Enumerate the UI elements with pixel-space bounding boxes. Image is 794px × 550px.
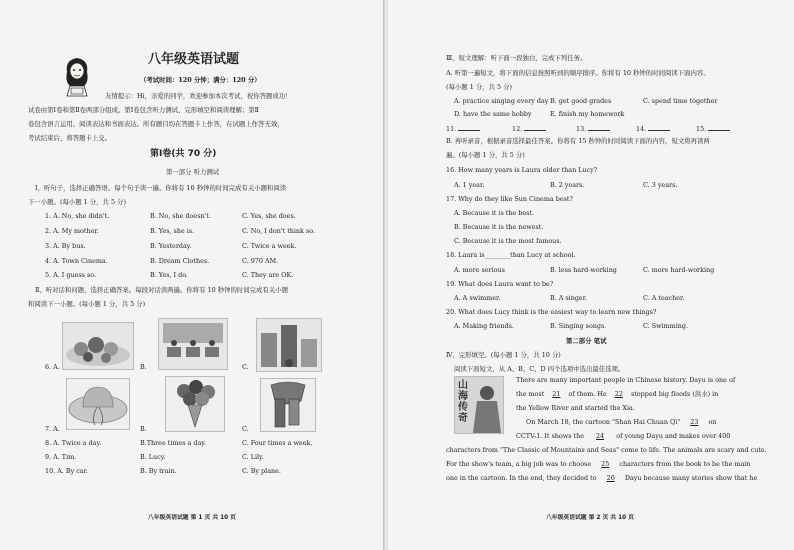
q4-a: 4. A. Town Cinema. bbox=[45, 257, 108, 265]
q2-b: B. Yes, she is. bbox=[150, 227, 195, 235]
q20-b: B. Singing songs. bbox=[550, 322, 607, 330]
exam-title: 八年级英语试题 bbox=[148, 52, 240, 67]
blank-25: 25 bbox=[601, 460, 610, 468]
option-e: E. finish my homework bbox=[550, 110, 625, 118]
q18-stem: 18. Laura is________than Lucy at school. bbox=[446, 251, 576, 259]
classroom-icon bbox=[159, 319, 227, 369]
q1-a: 1. A. No, she didn't. bbox=[45, 212, 110, 220]
q16-c: C. 3 years. bbox=[643, 181, 678, 189]
page-2 bbox=[388, 0, 794, 550]
passage-line-3 bbox=[516, 404, 635, 412]
scarf-icon bbox=[261, 379, 315, 431]
q19-c: C. A teacher. bbox=[643, 294, 685, 302]
blank-14-line bbox=[648, 124, 670, 131]
taskB-line-2: 遍。(每小题 1 分，共 5 分) bbox=[446, 151, 525, 159]
blank-13-line bbox=[588, 124, 610, 131]
q10-c: C. By plane. bbox=[242, 467, 281, 475]
toys-icon bbox=[63, 323, 133, 369]
q6-b: B. bbox=[140, 363, 147, 371]
q18-c: C. more hard-working bbox=[643, 266, 715, 274]
intro-line-3: 考试结束后，将答题卡上交。 bbox=[28, 134, 112, 142]
buildings-icon bbox=[257, 319, 321, 371]
part1-subtitle: 第一部分 听力测试 bbox=[166, 168, 220, 176]
q2-c: C. No, I don't think so. bbox=[242, 227, 315, 235]
blank-11-label: 11. bbox=[446, 125, 457, 133]
passage-text: There are many important people in Chinese history. Dayu is one of bbox=[516, 376, 736, 384]
q7-a: 7. A. bbox=[45, 425, 60, 433]
blank-26: 26 bbox=[606, 474, 615, 482]
q8-a: 8. A. Twice a day. bbox=[45, 439, 102, 447]
toys-picture bbox=[62, 322, 134, 370]
blank-24: 24 bbox=[596, 432, 605, 440]
q3-b: B. Yesterday. bbox=[150, 242, 192, 250]
passage-text: stopped big floods (洪水) in bbox=[630, 390, 719, 398]
q17-b: B. Because it is the newest. bbox=[454, 223, 544, 231]
q16-stem: 16. How many years is Laura older than Lucy? bbox=[446, 166, 598, 174]
q6-a: 6. A. bbox=[45, 363, 60, 371]
q19-b: B. A singer. bbox=[550, 294, 588, 302]
friendly-tip: 友情提示：Hi，亲爱的同学，欢迎参加本次考试，祝你答题成功！ bbox=[105, 92, 292, 100]
passage-line-4 bbox=[526, 418, 716, 426]
cartoon-poster bbox=[454, 376, 504, 434]
blank-15-line bbox=[708, 124, 730, 131]
passage-text: For the show's team, a big job was to choose bbox=[446, 460, 592, 468]
q17-stem: 17. Why do they like Sun Cinema best? bbox=[446, 195, 573, 203]
flowers-icon bbox=[166, 377, 224, 431]
passage-text: On March 18, the cartoon "Shan Hai Chuan Qi" bbox=[526, 418, 681, 426]
flowers-picture bbox=[165, 376, 225, 432]
q9-c: C. Lily. bbox=[242, 453, 264, 461]
q19-a: A. A swimmer. bbox=[454, 294, 501, 302]
option-b: B. get good grades bbox=[550, 97, 612, 105]
passage-line-6 bbox=[446, 446, 767, 454]
passage-line-2 bbox=[516, 390, 718, 398]
poster-title: 山海传奇 bbox=[458, 380, 468, 424]
section3-title: Ⅲ、短文理解：听下面一段独白，完成下列任务。 bbox=[446, 54, 587, 62]
passage-text: on bbox=[708, 418, 717, 426]
q20-a: A. Making friends. bbox=[454, 322, 514, 330]
part1-title: 第Ⅰ卷(共 70 分) bbox=[150, 149, 217, 159]
blank-14 bbox=[636, 124, 670, 133]
section4-title: Ⅳ、完形填空。(每小题 1 分，共 10 分) bbox=[446, 351, 561, 359]
q10-b: B. By train. bbox=[140, 467, 177, 475]
taskA-line-1: A. 听第一遍短文，将下面的信息按照听到的顺序排序。你将有 10 秒钟的时间阅读下面内容。 bbox=[446, 69, 710, 77]
dayu-figure-icon bbox=[455, 377, 503, 433]
passage-text: Dayu because many stories show that he bbox=[624, 474, 758, 482]
blank-14-label: 14. bbox=[636, 125, 647, 133]
hat-icon bbox=[67, 379, 129, 429]
q3-a: 3. A. By bus. bbox=[45, 242, 86, 250]
blank-12-line bbox=[524, 124, 546, 131]
q19-stem: 19. What does Laura want to be? bbox=[446, 280, 554, 288]
city-picture bbox=[256, 318, 322, 372]
section1-heading-2: 下一小题。(每小题 1 分，共 5 分) bbox=[28, 198, 126, 206]
q17-a: A. Because it is the best. bbox=[454, 209, 535, 217]
blank-22: 22 bbox=[614, 390, 623, 398]
q5-b: B. Yes, I do. bbox=[150, 271, 188, 279]
q4-c: C. 970 AM. bbox=[242, 257, 279, 265]
blank-15 bbox=[696, 124, 730, 133]
page-1 bbox=[0, 0, 385, 550]
passage-line-7 bbox=[446, 460, 750, 468]
classroom-picture bbox=[158, 318, 228, 370]
passage-line-1 bbox=[516, 376, 735, 384]
q6-c: C. bbox=[242, 363, 249, 371]
q8-b: B.Three times a day. bbox=[140, 439, 207, 447]
q7-b: B. bbox=[140, 425, 147, 433]
section4-instruction: 阅读下面短文，从 A、B、C、D 四个选项中选出最佳选项。 bbox=[454, 365, 625, 373]
part2-title: 第二部分 笔试 bbox=[566, 337, 607, 345]
blank-13-label: 13. bbox=[576, 125, 587, 133]
passage-text: of young Dayu and makes over 400 bbox=[616, 432, 731, 440]
q1-c: C. Yes, she does. bbox=[242, 212, 296, 220]
passage-text: the Yellow River and started the Xia. bbox=[516, 404, 635, 412]
passage-line-5 bbox=[516, 432, 730, 440]
blank-21: 21 bbox=[552, 390, 561, 398]
option-a: A. practice singing every day bbox=[454, 97, 549, 105]
page2-footer: 八年级英语试题 第 2 页 共 10 页 bbox=[546, 515, 634, 521]
blank-23: 23 bbox=[690, 418, 699, 426]
taskB-line-1: B. 再听录音，根据录音选择最佳答案。你将有 15 秒钟的时间阅读下面的内容，短文将再读两 bbox=[446, 137, 710, 145]
option-c: C. spend time together bbox=[643, 97, 718, 105]
page1-footer: 八年级英语试题 第 1 页 共 10 页 bbox=[148, 515, 236, 521]
q20-c: C. Swimming. bbox=[643, 322, 689, 330]
scarf-picture bbox=[260, 378, 316, 432]
blank-12 bbox=[512, 124, 546, 133]
q5-c: C. They are OK. bbox=[242, 271, 294, 279]
q10-a: 10. A. By car. bbox=[45, 467, 88, 475]
q8-c: C. Four times a week. bbox=[242, 439, 313, 447]
q16-a: A. 1 year. bbox=[454, 181, 485, 189]
taskA-line-2: (每小题 1 分，共 5 分) bbox=[446, 83, 512, 91]
passage-text: characters from the book to be the main bbox=[619, 460, 751, 468]
section1-heading-1: Ⅰ、听句子，选择正确答语。每个句子读一遍。你将有 10 秒钟的时间完成有关小题和阅读 bbox=[35, 184, 287, 192]
q2-a: 2. A. My mother. bbox=[45, 227, 99, 235]
q5-a: 5. A. I guess so. bbox=[45, 271, 96, 279]
q16-b: B. 2 years. bbox=[550, 181, 585, 189]
section2-heading-2: 和阅读下一小题。(每小题 1 分，共 5 分) bbox=[28, 300, 146, 308]
q9-b: B. Lucy. bbox=[140, 453, 166, 461]
q9-a: 9. A. Tim. bbox=[45, 453, 77, 461]
hat-picture bbox=[66, 378, 130, 430]
cartoon-girl-illustration bbox=[60, 55, 94, 97]
intro-line-2: 卷包含语言运用、阅读表达和书面表达。所有题目均在答题卡上作答，在试题上作答无效， bbox=[28, 120, 284, 128]
exam-info: （考试时间：120 分钟；满分：120 分） bbox=[140, 76, 261, 84]
passage-text: of them. He bbox=[568, 390, 607, 398]
section2-heading-1: Ⅱ、听对话和问题，选择正确答案。每段对话读两遍。你将有 10 秒钟的时间完成有关小题 bbox=[35, 286, 288, 294]
q18-b: B. less hard-working bbox=[550, 266, 617, 274]
blank-11-line bbox=[458, 124, 480, 131]
q4-b: B. Dream Clothes. bbox=[150, 257, 210, 265]
option-d: D. have the same hobby bbox=[454, 110, 532, 118]
passage-line-8 bbox=[446, 474, 757, 482]
q7-c: C. bbox=[242, 425, 249, 433]
blank-12-label: 12. bbox=[512, 125, 523, 133]
q1-b: B. No, she doesn't. bbox=[150, 212, 211, 220]
q17-c: C. Because it is the most famous. bbox=[454, 237, 562, 245]
blank-15-label: 15. bbox=[696, 125, 707, 133]
blank-13 bbox=[576, 124, 610, 133]
q20-stem: 20. What does Lucy think is the easiest way to learn new things? bbox=[446, 308, 657, 316]
q3-c: C. Twice a week. bbox=[242, 242, 297, 250]
passage-text: the most bbox=[516, 390, 545, 398]
intro-line-1: 试卷由第Ⅰ卷和第Ⅱ卷两部分组成。第Ⅰ卷包含听力测试、完形填空和阅读理解；第Ⅱ bbox=[28, 106, 260, 114]
passage-text: characters from "The Classic of Mountains and Seas" come to life. The animals are scary and cute. bbox=[446, 446, 767, 454]
q18-a: A. more serious bbox=[454, 266, 505, 274]
passage-text: CCTV-1. It shows the bbox=[516, 432, 584, 440]
passage-text: one in the cartoon. In the end, they decided to bbox=[446, 474, 597, 482]
blank-11 bbox=[446, 124, 480, 133]
